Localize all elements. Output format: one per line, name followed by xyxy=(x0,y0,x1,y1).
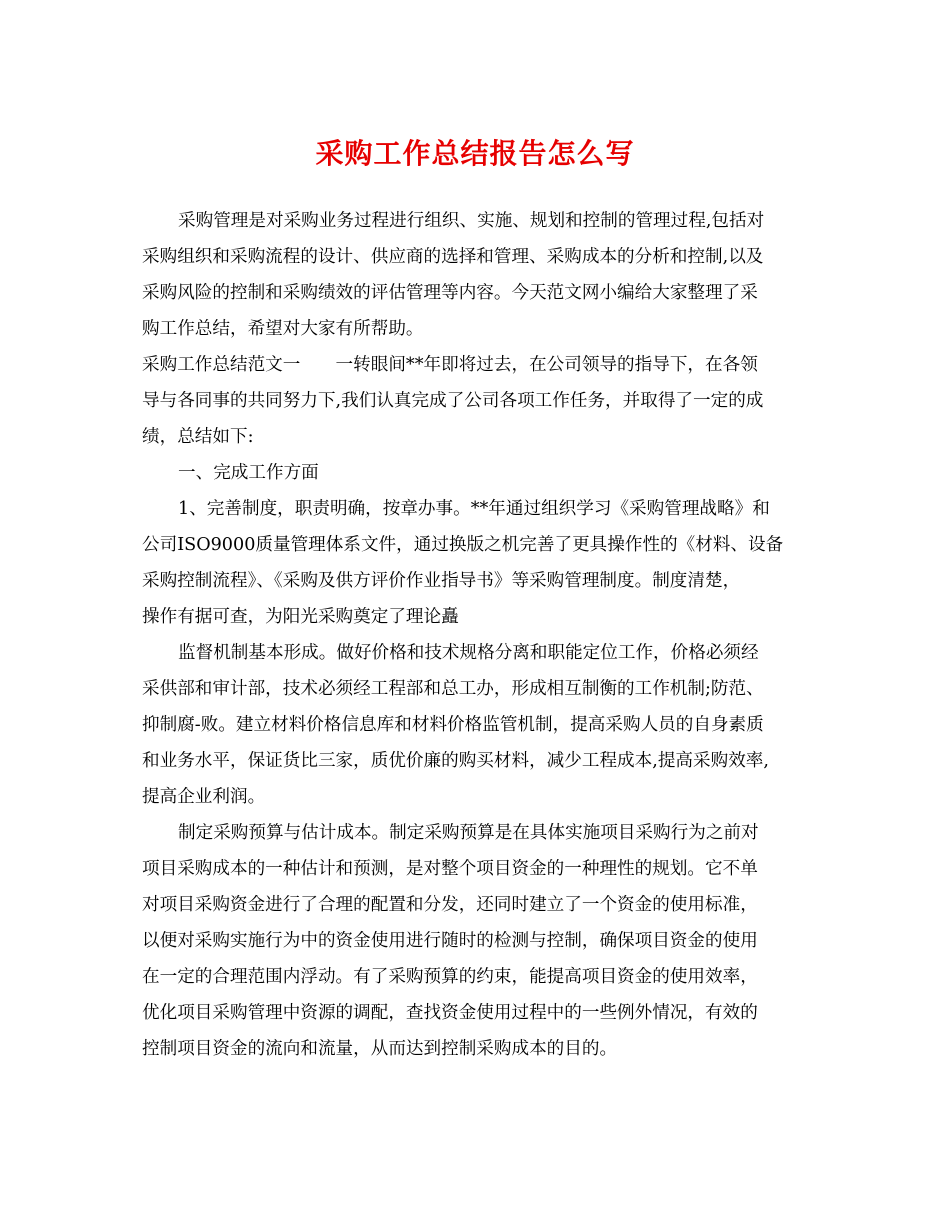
paragraph-line: 采购工作总结范文一 一转眼间**年即将过去，在公司领导的指导下，在各领 xyxy=(142,355,758,375)
paragraph-line: 项目采购成本的一种估计和预测，是对整个项目资金的一种理性的规划。它不单 xyxy=(142,859,758,879)
paragraph-line: 提高企业利润。 xyxy=(142,787,266,807)
paragraph-line: 和业务水平，保证货比三家，质优价廉的购买材料，减少工程成本,提高采购效率, xyxy=(142,751,769,771)
paragraph-line: 抑制腐-败。建立材料价格信息库和材料价格监管机制，提高采购人员的自身素质 xyxy=(142,715,764,735)
paragraph-line: 对项目采购资金进行了合理的配置和分发，还同时建立了一个资金的使用标准， xyxy=(142,895,758,915)
paragraph-line: 以便对采购实施行为中的资金使用进行随时的检测与控制，确保项目资金的使用 xyxy=(142,931,758,951)
paragraph-line: 采购组织和采购流程的设计、供应商的选择和管理、采购成本的分析和控制,以及 xyxy=(142,247,764,267)
paragraph-line: 监督机制基本形成。做好价格和技术规格分离和职能定位工作，价格必须经 xyxy=(178,643,759,663)
paragraph-line: 公司ISO9000质量管理体系文件，通过换版之机完善了更具操作性的《材料、设备 xyxy=(142,535,784,555)
paragraph-line: 采购风险的控制和采购绩效的评估管理等内容。今天范文网小编给大家整理了采 xyxy=(142,283,758,303)
paragraph-line: 控制项目资金的流向和流量，从而达到控制采购成本的目的。 xyxy=(142,1039,618,1059)
paragraph-line: 采购控制流程》、《采购及供方评价作业指导书》等采购管理制度。制度清楚， xyxy=(142,571,741,591)
paragraph-line: 绩，总结如下: xyxy=(142,427,254,447)
paragraph-line: 操作有据可查，为阳光采购奠定了理论矗 xyxy=(142,607,459,627)
paragraph-line: 制定采购预算与估计成本。制定采购预算是在具体实施项目采购行为之前对 xyxy=(178,823,759,843)
paragraph-line: 采购管理是对采购业务过程进行组织、实施、规划和控制的管理过程,包括对 xyxy=(178,211,765,231)
document-title: 采购工作总结报告怎么写 xyxy=(315,137,635,170)
paragraph-line: 在一定的合理范围内浮动。有了采购预算的约束，能提高项目资金的使用效率， xyxy=(142,967,758,987)
section-heading: 一、完成工作方面 xyxy=(178,463,319,483)
paragraph-line: 采供部和审计部，技术必须经工程部和总工办，形成相互制衡的工作机制;防范、 xyxy=(142,679,764,699)
paragraph-line: 优化项目采购管理中资源的调配，查找资金使用过程中的一些例外情况，有效的 xyxy=(142,1003,758,1023)
paragraph-line: 购工作总结，希望对大家有所帮助。 xyxy=(142,319,424,339)
paragraph-line: 导与各同事的共同努力下,我们认真完成了公司各项工作任务，并取得了一定的成 xyxy=(142,391,764,411)
paragraph-line: 1、完善制度，职责明确，按章办事。**年通过组织学习《采购管理战略》和 xyxy=(178,499,770,519)
